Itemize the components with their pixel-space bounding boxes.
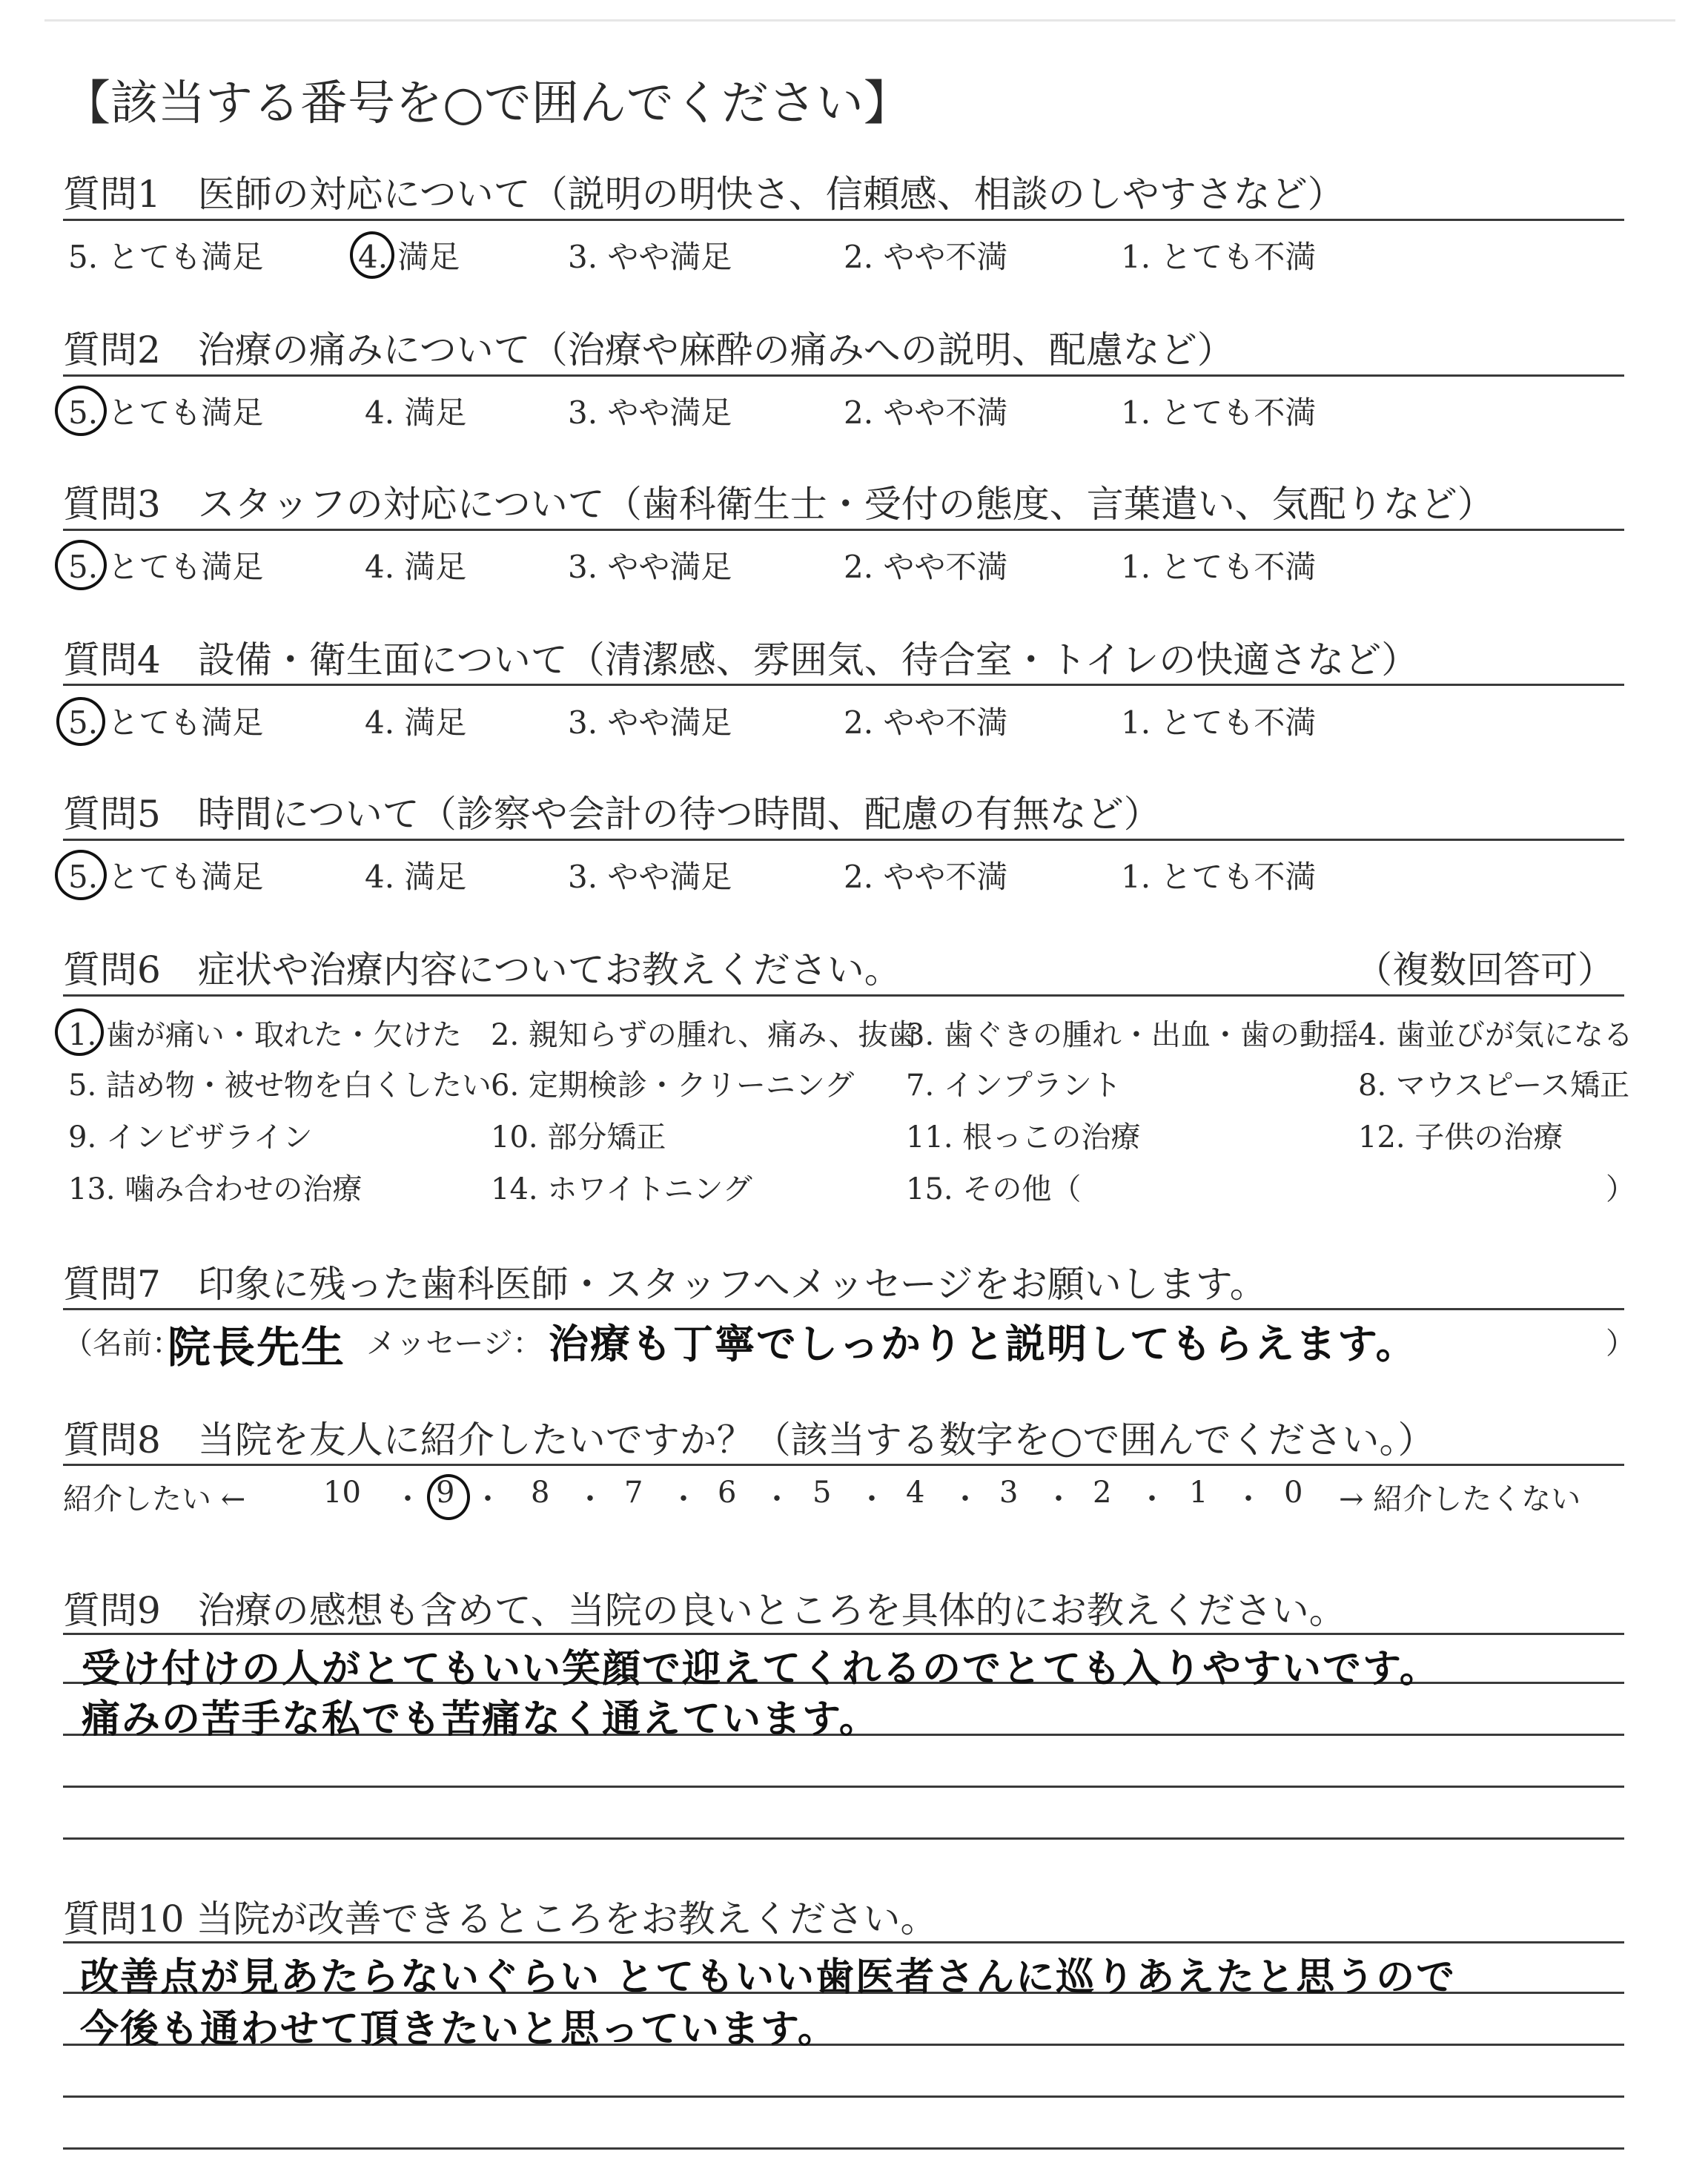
q6-option-3[interactable]: 3. 歯ぐきの腫れ・出血・歯の動揺 <box>906 1018 1359 1052</box>
q8-dot: ・ <box>1044 1482 1073 1516</box>
q3-option-3[interactable]: 3. やや満足 <box>568 549 732 585</box>
q10-answer-line <box>63 1941 1624 1943</box>
q3-selection-circle <box>55 540 107 590</box>
q9-answer-line <box>63 1786 1624 1788</box>
q6-option-11[interactable]: 11. 根っこの治療 <box>906 1120 1141 1155</box>
q3-option-2[interactable]: 2. やや不満 <box>844 549 1008 585</box>
q7-message-label: メッセージ： <box>366 1327 543 1361</box>
q8-dot: ・ <box>857 1482 887 1516</box>
q9-answer-line-1[interactable]: 受け付けの人がとてもいい笑顔で迎えてくれるのでとても入りやすいです。 <box>82 1647 1440 1691</box>
q6-option-10[interactable]: 10. 部分矯正 <box>491 1120 666 1155</box>
q6-option-7[interactable]: 7. インプラント <box>906 1069 1122 1103</box>
q2-selection-circle <box>55 386 107 436</box>
question-9-title: 質問9 治療の感想も含めて、当院の良いところを具体的にお教えください。 <box>63 1589 1346 1632</box>
q7-message-value[interactable]: 治療も丁寧でしっかりと説明してもらえます。 <box>549 1321 1417 1367</box>
q6-selection-circle <box>55 1008 104 1056</box>
q6-option-4[interactable]: 4. 歯並びが気になる <box>1358 1018 1633 1052</box>
form-header: 【該当する番号を○で囲んでください】 <box>63 76 911 131</box>
q8-scale-8[interactable]: 8 <box>531 1476 550 1510</box>
q4-option-2[interactable]: 2. やや不満 <box>844 704 1008 741</box>
q8-dot: ・ <box>762 1482 792 1516</box>
q6-option-2[interactable]: 2. 親知らずの腫れ、痛み、抜歯 <box>491 1018 918 1052</box>
question-6-rule <box>63 994 1624 997</box>
q8-selection-circle <box>427 1474 470 1520</box>
q8-dot: ・ <box>1234 1482 1263 1516</box>
q1-selection-circle <box>350 231 394 279</box>
q8-dot: ・ <box>473 1482 503 1516</box>
q6-option-12[interactable]: 12. 子供の治療 <box>1358 1120 1563 1155</box>
q5-option-5[interactable]: 5. とても満足 <box>68 859 264 895</box>
q6-option-13[interactable]: 13. 噛み合わせの治療 <box>68 1172 363 1206</box>
q8-scale-1[interactable]: 1 <box>1189 1476 1208 1510</box>
question-6-title: 質問6 症状や治療内容についてお教えください。 <box>63 948 901 991</box>
q4-option-4[interactable]: 4. 満足 <box>365 704 467 741</box>
q9-answer-line <box>63 1633 1624 1635</box>
question-7-title: 質問7 印象に残った歯科医師・スタッフへメッセージをお願いします。 <box>63 1263 1267 1306</box>
question-10-title: 質問10 当院が改善できるところをお教えください。 <box>63 1898 938 1941</box>
q6-option-15-other[interactable]: 15. その他（ <box>906 1172 1082 1206</box>
question-4-title: 質問4 設備・衛生面について（清潔感、雰囲気、待合室・トイレの快適さなど） <box>63 638 1419 681</box>
q2-option-2[interactable]: 2. やや不満 <box>844 394 1008 431</box>
q8-dot: ・ <box>950 1482 980 1516</box>
q8-scale-6[interactable]: 6 <box>718 1476 737 1510</box>
q8-dot: ・ <box>393 1482 423 1516</box>
q9-answer-line <box>63 1837 1624 1840</box>
q8-scale-10[interactable]: 10 <box>323 1476 361 1510</box>
q1-option-1[interactable]: 1. とても不満 <box>1121 239 1317 275</box>
q8-dot: ・ <box>1137 1482 1167 1516</box>
q8-scale-7[interactable]: 7 <box>624 1476 643 1510</box>
q8-left-label: 紹介したい ← <box>63 1482 246 1516</box>
q7-close-paren: ） <box>1606 1327 1635 1361</box>
q10-answer-line-2[interactable]: 今後も通わせて頂きたいと思っています。 <box>80 2007 838 2052</box>
q8-scale-3[interactable]: 3 <box>999 1476 1019 1510</box>
q2-option-3[interactable]: 3. やや満足 <box>568 394 732 431</box>
q6-option-15-close: ） <box>1606 1172 1635 1206</box>
q1-option-4[interactable]: 4. 満足 <box>358 239 460 275</box>
question-5-title: 質問5 時間について（診察や会計の待つ時間、配慮の有無など） <box>63 793 1161 836</box>
question-8-rule <box>63 1464 1624 1466</box>
q1-option-3[interactable]: 3. やや満足 <box>568 239 732 275</box>
q6-option-14[interactable]: 14. ホワイトニング <box>491 1172 752 1206</box>
q6-option-9[interactable]: 9. インビザライン <box>68 1120 313 1155</box>
q4-option-1[interactable]: 1. とても不満 <box>1121 704 1317 741</box>
q7-name-label: （名前： <box>63 1327 182 1361</box>
q8-right-label: → 紹介したくない <box>1339 1482 1581 1516</box>
question-3-title: 質問3 スタッフの対応について（歯科衛生士・受付の態度、言葉遣い、気配りなど） <box>63 483 1494 526</box>
q8-scale-0[interactable]: 0 <box>1284 1476 1303 1510</box>
q3-option-1[interactable]: 1. とても不満 <box>1121 549 1317 585</box>
q5-selection-circle <box>55 850 107 900</box>
q8-scale-4[interactable]: 4 <box>906 1476 925 1510</box>
q3-option-4[interactable]: 4. 満足 <box>365 549 467 585</box>
q1-option-2[interactable]: 2. やや不満 <box>844 239 1008 275</box>
q6-option-8[interactable]: 8. マウスピース矯正 <box>1358 1069 1630 1103</box>
q6-option-6[interactable]: 6. 定期検診・クリーニング <box>491 1069 855 1103</box>
q1-option-5[interactable]: 5. とても満足 <box>68 239 264 275</box>
question-5-rule <box>63 839 1624 841</box>
q8-scale-2[interactable]: 2 <box>1093 1476 1112 1510</box>
question-3-rule <box>63 529 1624 531</box>
q8-scale-9[interactable]: 9 <box>436 1476 455 1510</box>
q9-answer-line-2[interactable]: 痛みの苦手な私でも苦痛なく通えています。 <box>82 1697 879 1742</box>
q10-answer-line <box>63 2095 1624 2098</box>
question-2-rule <box>63 374 1624 377</box>
q3-option-5[interactable]: 5. とても満足 <box>68 549 264 585</box>
question-1-title: 質問1 医師の対応について（説明の明快さ、信頼感、相談のしやすさなど） <box>63 173 1345 216</box>
q2-option-5[interactable]: 5. とても満足 <box>68 394 264 431</box>
question-2-title: 質問2 治療の痛みについて（治療や麻酔の痛みへの説明、配慮など） <box>63 328 1234 371</box>
q8-scale-5[interactable]: 5 <box>812 1476 832 1510</box>
q5-option-1[interactable]: 1. とても不満 <box>1121 859 1317 895</box>
scan-top-edge <box>44 19 1675 22</box>
q4-option-3[interactable]: 3. やや満足 <box>568 704 732 741</box>
q4-selection-circle <box>56 697 105 746</box>
question-4-rule <box>63 684 1624 686</box>
q5-option-3[interactable]: 3. やや満足 <box>568 859 732 895</box>
q10-answer-line <box>63 2147 1624 2150</box>
q8-dot: ・ <box>575 1482 605 1516</box>
q5-option-4[interactable]: 4. 満足 <box>365 859 467 895</box>
q4-option-5[interactable]: 5. とても満足 <box>68 704 264 741</box>
q10-answer-line-1[interactable]: 改善点が見あたらないぐらい とてもいい歯医者さんに巡りあえたと思うので <box>80 1955 1457 2000</box>
q2-option-4[interactable]: 4. 満足 <box>365 394 467 431</box>
q2-option-1[interactable]: 1. とても不満 <box>1121 394 1317 431</box>
q8-dot: ・ <box>669 1482 698 1516</box>
question-7-rule <box>63 1308 1624 1310</box>
question-1-rule <box>63 219 1624 221</box>
question-6-note: （複数回答可） <box>1355 948 1615 991</box>
q6-option-5[interactable]: 5. 詰め物・被せ物を白くしたい <box>68 1069 491 1103</box>
question-8-title: 質問8 当院を友人に紹介したいですか？（該当する数字を○で囲んでください。） <box>63 1418 1435 1462</box>
q5-option-2[interactable]: 2. やや不満 <box>844 859 1008 895</box>
q7-name-value[interactable]: 院長先生 <box>168 1322 346 1373</box>
q6-option-1[interactable]: 1. 歯が痛い・取れた・欠けた <box>68 1018 462 1052</box>
